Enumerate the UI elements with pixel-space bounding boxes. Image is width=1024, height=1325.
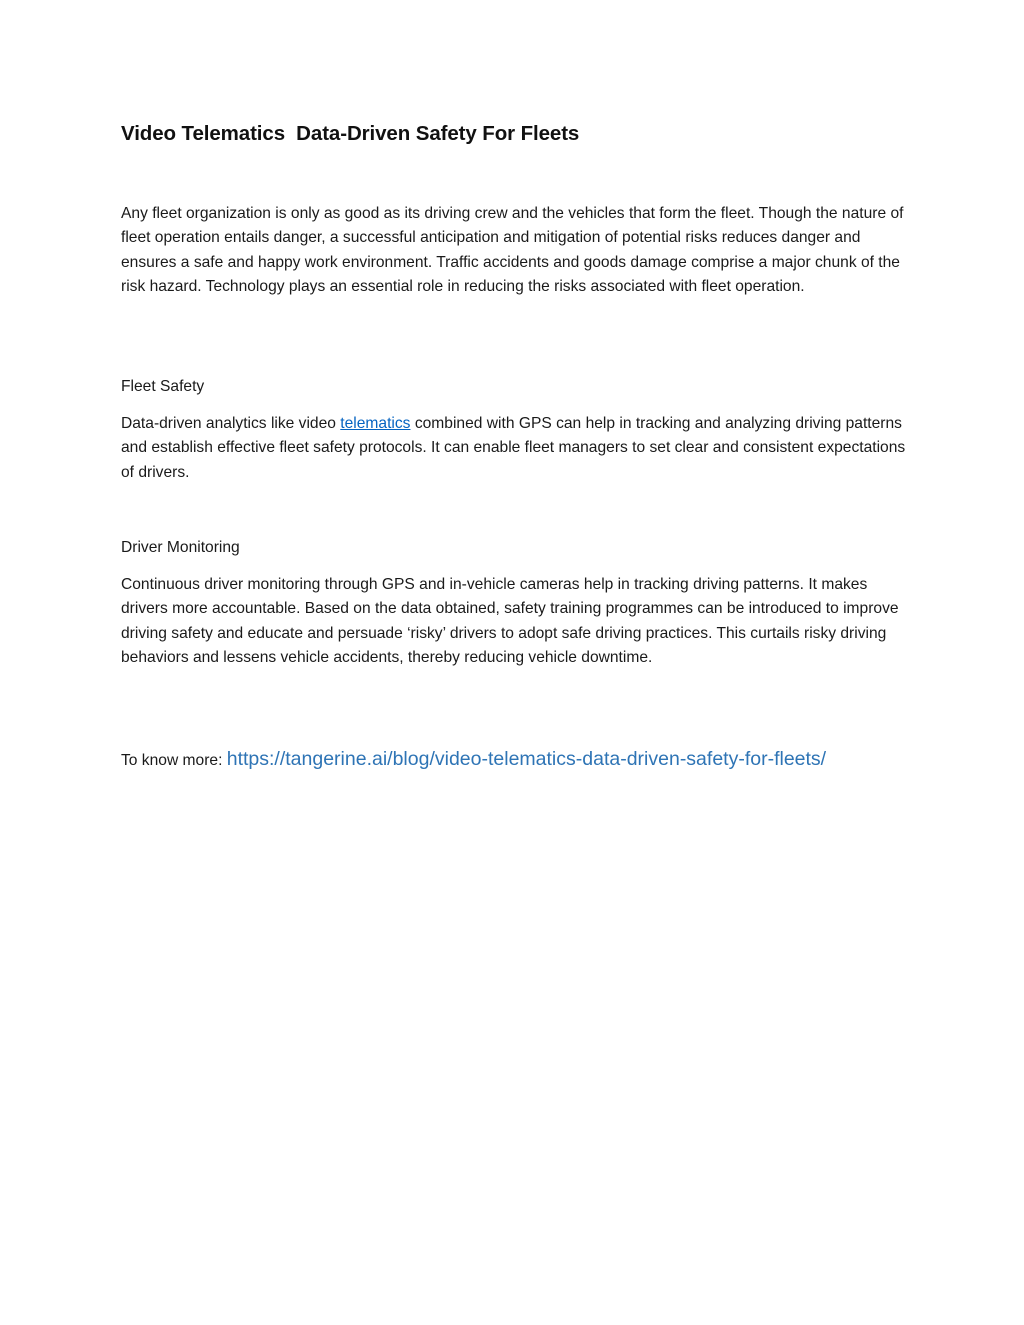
telematics-link[interactable]: telematics (340, 415, 411, 432)
driver-monitoring-heading: Driver Monitoring (121, 539, 240, 556)
fleet-safety-heading: Fleet Safety (121, 378, 205, 395)
fleet-safety-text-after: combined with GPS can help in tracking and analyzing driving patterns and establish effective fleet safety protocols. It can enable fleet managers to set clear and consistent expectations of drivers. (121, 415, 906, 481)
intro-paragraph: Any fleet organization is only as good as its driving crew and the vehicles that form the fleet. Though the nature of fleet operation entails danger, a successful anticipation and mitigation of potential risks reduces danger and ensures a safe and happy work environment. Traffic accidents and goods damage comprise a major chunk of the risk hazard. Technology plays an essential role in reducing the risks associated with fleet operation. (121, 205, 904, 296)
know-more-label: To know more: (121, 752, 227, 769)
fleet-safety-paragraph (121, 412, 906, 485)
know-more-line (121, 746, 826, 774)
fleet-safety-text-before: Data-driven analytics like video (121, 415, 341, 432)
document-title: Video Telematics Data-Driven Safety For Fleets (121, 122, 580, 145)
driver-monitoring-paragraph: Continuous driver monitoring through GPS and in-vehicle cameras help in tracking driving patterns. It makes drivers more accountable. Based on the data obtained, safety training programmes can be introduced to improve driving safety and educate and persuade ‘risky’ drivers to adopt safe driving practices. This curtails risky driving behaviors and lessens vehicle accidents, thereby reducing vehicle downtime. (121, 576, 899, 667)
know-more-url-link[interactable]: https://tangerine.ai/blog/video-telematics-data-driven-safety-for-fleets/ (226, 748, 827, 770)
